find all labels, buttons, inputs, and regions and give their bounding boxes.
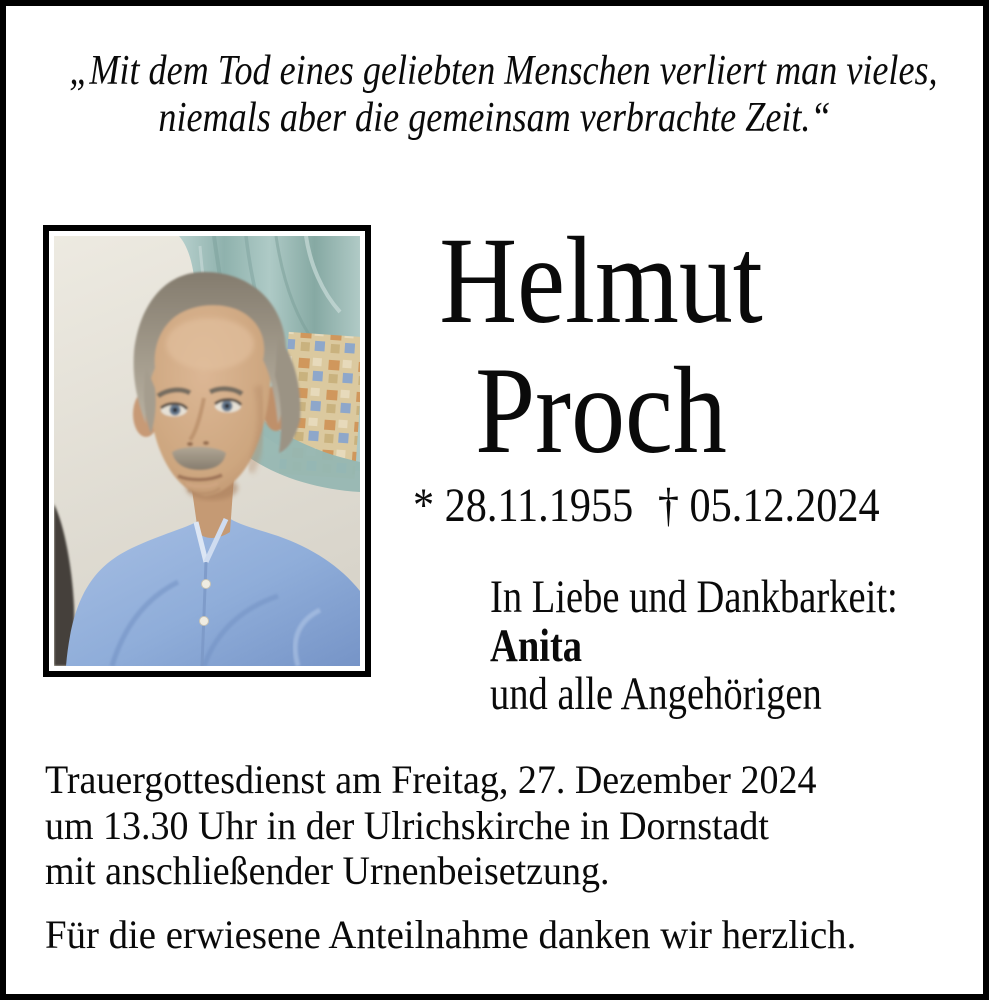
birth-date: 28.11.1955 xyxy=(444,479,634,532)
death-date: 05.12.2024 xyxy=(689,479,880,532)
death-cross-symbol: † xyxy=(657,479,679,532)
quote-line-1: „Mit dem Tod eines geliebten Menschen verliert man vieles, xyxy=(69,48,938,94)
mourners-block xyxy=(490,573,898,719)
birth-star-symbol: * xyxy=(413,479,435,532)
mourners-intro: In Liebe und Dankbarkeit: xyxy=(490,571,898,623)
service-line-1: Trauergottesdienst am Freitag, 27. Dezember 2024 xyxy=(45,757,817,802)
deceased-first-name: Helmut xyxy=(439,212,763,349)
death-date-group xyxy=(657,479,880,532)
portrait-photo-frame xyxy=(43,225,371,677)
service-details xyxy=(45,757,816,894)
mourners-relatives: und alle Angehörigen xyxy=(490,668,822,720)
birth-date-group xyxy=(413,479,634,532)
portrait-photo xyxy=(54,236,360,666)
deceased-surname: Proch xyxy=(475,342,727,479)
service-line-3: mit anschließender Urnenbeisetzung. xyxy=(45,848,610,893)
chief-mourner-name: Anita xyxy=(490,619,583,672)
thanks-line: Für die erwiesene Anteilnahme danken wir herzlich. xyxy=(45,912,857,957)
service-line-2: um 13.30 Uhr in der Ulrichskirche in Dornstadt xyxy=(45,802,769,848)
memorial-quote xyxy=(69,48,938,142)
deceased-name xyxy=(414,212,788,479)
life-dates xyxy=(413,479,880,532)
quote-line-2: niemals aber die gemeinsam verbrachte Zeit.“ xyxy=(158,95,831,141)
